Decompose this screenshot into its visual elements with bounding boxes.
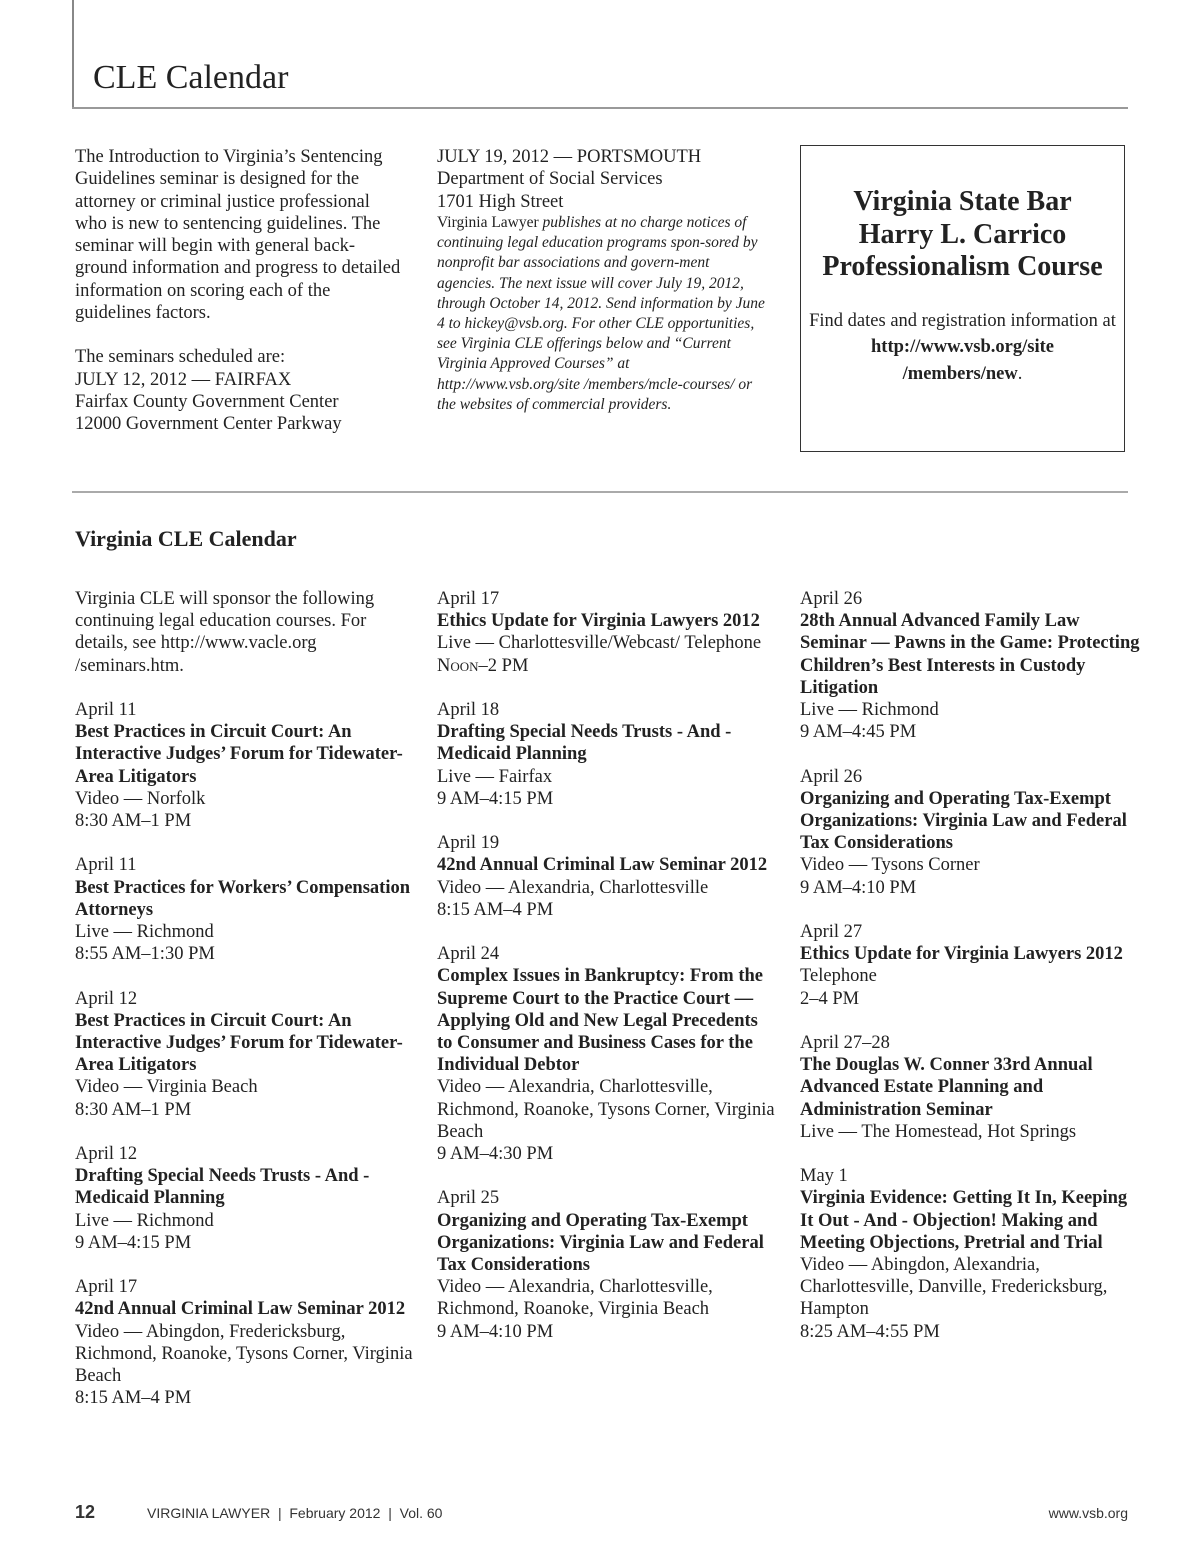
event-title: 28th Annual Advanced Family Law Seminar — Pawns in the Game: Protecting Children’s Best Interests in Custody Litigation — [800, 611, 1140, 698]
calendar-intro: Virginia CLE will sponsor the following continuing legal education courses. For details, see http://www.vacle.org /seminars.htm. — [75, 589, 375, 676]
event-date: April 17 — [75, 1277, 138, 1298]
event-entry — [800, 1165, 1140, 1343]
event-date: April 26 — [800, 589, 863, 609]
event-time: Noon–2 PM — [437, 655, 529, 676]
event-entry — [437, 832, 777, 921]
promo-title-line-1: Virginia State Bar — [853, 186, 1072, 217]
schedule-address-portsmouth: 1701 High Street — [437, 191, 564, 212]
schedule-address-fairfax: 12000 Government Center Parkway — [75, 414, 342, 435]
page-title: CLE Calendar — [93, 59, 289, 96]
event-date: April 19 — [437, 833, 500, 854]
event-title: The Douglas W. Conner 33rd Annual Advanced Estate Planning and Administration Seminar — [800, 1055, 1093, 1120]
event-time: 9 AM–4:15 PM — [437, 788, 554, 809]
event-time: 8:30 AM–1 PM — [75, 811, 192, 832]
promo-text — [801, 308, 1124, 388]
publication-notice — [437, 213, 767, 415]
event-date: April 12 — [75, 988, 138, 1009]
event-date: April 24 — [437, 944, 500, 965]
event-date: April 11 — [75, 700, 137, 720]
professionalism-course-box — [800, 145, 1125, 452]
event-date: April 26 — [800, 766, 863, 787]
notice-publication-name: Virginia Lawyer — [437, 213, 539, 231]
event-date: April 27 — [800, 922, 863, 943]
event-location: Telephone — [800, 966, 877, 987]
event-location: Video — Abingdon, Fredericksburg, Richmond, Roanoke, Tysons Corner, Virginia Beach — [75, 1321, 413, 1387]
promo-url-period: . — [1017, 363, 1023, 384]
event-entry — [75, 988, 415, 1121]
event-title: Drafting Special Needs Trusts - And - Medicaid Planning — [75, 1166, 370, 1209]
promo-title — [801, 186, 1124, 284]
schedule-venue-fairfax: Fairfax County Government Center — [75, 391, 339, 412]
event-time: 8:15 AM–4 PM — [75, 1388, 192, 1409]
event-location: Video — Abingdon, Alexandria, Charlottesville, Danville, Fredericksburg, Hampton — [800, 1255, 1108, 1320]
event-entry — [800, 921, 1140, 1010]
event-entry — [75, 1143, 415, 1254]
promo-url-line-1: http://www.vsb.org/site — [871, 337, 1054, 357]
event-location: Video — Alexandria, Charlottesville, Richmond, Roanoke, Virginia Beach — [437, 1277, 713, 1320]
event-date: April 25 — [437, 1188, 500, 1209]
event-location: Live — Charlottesville/Webcast/ Telephone — [437, 633, 762, 654]
event-title: Ethics Update for Virginia Lawyers 2012 — [800, 944, 1123, 965]
page-number: 12 — [75, 1502, 96, 1522]
event-title: Best Practices in Circuit Court: An Interactive Judges’ Forum for Tidewater-Area Litigators — [75, 1010, 403, 1076]
event-title: Virginia Evidence: Getting It In, Keeping It Out - And - Objection! Making and Meeting Objections, Pretrial and Trial — [800, 1188, 1128, 1253]
event-date: April 12 — [75, 1144, 138, 1165]
event-time: 9 AM–4:45 PM — [800, 722, 917, 743]
event-location: Live — Richmond — [75, 922, 214, 943]
event-location: Video — Tysons Corner — [800, 855, 980, 876]
event-location: Live — The Homestead, Hot Springs — [800, 1121, 1077, 1142]
portsmouth-notice-column — [437, 146, 767, 415]
event-time: 8:55 AM–1:30 PM — [75, 944, 215, 965]
schedule-date-fairfax: JULY 12, 2012 — FAIRFAX — [75, 369, 292, 390]
event-title: Drafting Special Needs Trusts - And - Medicaid Planning — [437, 722, 732, 765]
page-footer — [75, 1500, 1128, 1524]
event-time: 8:25 AM–4:55 PM — [800, 1321, 940, 1342]
event-entry — [800, 766, 1140, 899]
calendar-column-1 — [75, 588, 415, 1432]
event-title: Ethics Update for Virginia Lawyers 2012 — [437, 611, 760, 632]
event-entry — [437, 699, 777, 810]
event-time: 2–4 PM — [800, 988, 860, 1009]
event-location: Live — Richmond — [75, 1210, 214, 1231]
calendar-column-2 — [437, 588, 777, 1365]
event-entry — [437, 588, 777, 677]
event-time: 9 AM–4:30 PM — [437, 1144, 554, 1165]
event-date: April 18 — [437, 700, 500, 720]
event-entry — [75, 854, 415, 965]
promo-description: Find dates and registration information at — [809, 310, 1116, 331]
event-title: Complex Issues in Bankruptcy: From the Supreme Court to the Practice Court — Applying Old and New Legal Precedents to Consumer and Business Cases for the Individual Debtor — [437, 966, 763, 1076]
footer-site: www.vsb.org — [1048, 1505, 1128, 1521]
promo-url-link[interactable] — [871, 337, 1054, 384]
event-time: 9 AM–4:15 PM — [75, 1232, 192, 1253]
promo-url-line-2: /members/new — [902, 363, 1018, 384]
event-title: Best Practices in Circuit Court: An Interactive Judges’ Forum for Tidewater-Area Litigators — [75, 722, 403, 787]
promo-title-line-2: Harry L. Carrico — [858, 218, 1067, 250]
event-time: 8:30 AM–1 PM — [75, 1099, 192, 1120]
event-title: 42nd Annual Criminal Law Seminar 2012 — [75, 1299, 406, 1320]
event-title: 42nd Annual Criminal Law Seminar 2012 — [437, 855, 768, 876]
notice-body: publishes at no charge notices of continuing legal education programs spon-sored by nonprofit bar associations and govern-ment agencies. The next issue will cover July 19, 2012, through October 14, 2012. Send information by June 4 to hickey@vsb.org. For other CLE opportunities, see Virginia CLE offerings below and “Current Virginia Approved Courses” at http://www.vsb.org/site /members/mcle-courses/ or the websites of commercial providers. — [437, 213, 765, 413]
schedule-venue-portsmouth: Department of Social Services — [437, 169, 663, 190]
event-date: April 17 — [437, 589, 500, 609]
calendar-column-3 — [800, 588, 1140, 1365]
event-date: April 11 — [75, 855, 137, 876]
event-entry — [800, 588, 1140, 743]
promo-title-line-3: Professionalism Course — [822, 251, 1103, 282]
event-entry — [800, 1032, 1140, 1143]
event-location: Live — Fairfax — [437, 766, 553, 787]
magazine-info: VIRGINIA LAWYER | February 2012 | Vol. 60 — [147, 1505, 443, 1521]
event-time: 8:15 AM–4 PM — [437, 899, 554, 920]
event-location: Live — Richmond — [800, 700, 939, 721]
event-entry — [437, 943, 777, 1165]
header-divider — [72, 107, 1128, 109]
section-divider — [72, 491, 1128, 493]
event-title: Best Practices for Workers’ Compensation Attorneys — [75, 877, 410, 920]
schedule-date-portsmouth: JULY 19, 2012 — PORTSMOUTH — [437, 147, 702, 167]
event-location: Video — Virginia Beach — [75, 1077, 258, 1098]
event-date: April 27–28 — [800, 1033, 890, 1054]
sentencing-description: The Introduction to Virginia’s Sentencing Guidelines seminar is designed for the attorney or criminal justice professional who is new to sentencing guidelines. The seminar will begin with general back-ground information and progress to detailed information on scoring each of the guidelines factors. — [75, 147, 401, 324]
event-title: Organizing and Operating Tax-Exempt Organizations: Virginia Law and Federal Tax Considerations — [437, 1210, 764, 1276]
intro-sentencing-column — [75, 146, 405, 436]
event-title: Organizing and Operating Tax-Exempt Organizations: Virginia Law and Federal Tax Considerations — [800, 788, 1127, 854]
event-location: Video — Alexandria, Charlottesville, Richmond, Roanoke, Tysons Corner, Virginia Beach — [437, 1077, 775, 1142]
event-entry — [75, 1276, 415, 1409]
event-entry — [437, 1187, 777, 1342]
calendar-heading: Virginia CLE Calendar — [75, 526, 297, 551]
event-date: May 1 — [800, 1166, 848, 1187]
event-time: 9 AM–4:10 PM — [800, 877, 917, 898]
event-location: Video — Norfolk — [75, 788, 206, 809]
event-time: 9 AM–4:10 PM — [437, 1321, 554, 1342]
event-location: Video — Alexandria, Charlottesville — [437, 877, 709, 898]
event-entry — [75, 699, 415, 832]
header-vertical-rule — [72, 0, 74, 108]
schedule-heading: The seminars scheduled are: — [75, 347, 286, 368]
